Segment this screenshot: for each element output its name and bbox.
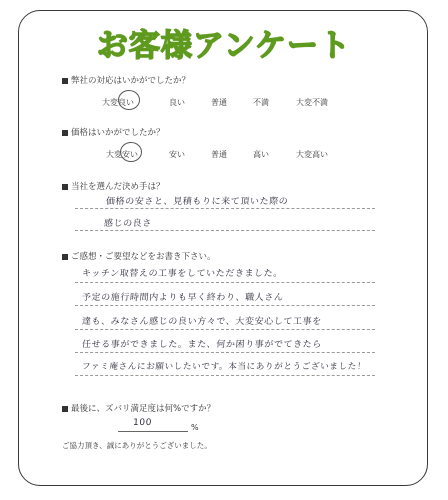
q5-answer: 100 <box>132 418 153 428</box>
q2-option-very-expensive[interactable]: 大変高い <box>296 150 328 159</box>
bullet-square-icon <box>62 254 68 260</box>
q4-intro: キッチン取替えの工事をしていただきました。 <box>81 269 284 279</box>
q2-selected-circle <box>120 142 142 162</box>
answer-rule <box>75 329 375 330</box>
q4-answer-line-3: 任せる事ができました。また、何か困り事がでてきたら <box>81 340 323 350</box>
question-3-label: 当社を選んだ決め手は？ <box>62 180 165 192</box>
q2-option-very-cheap[interactable]: 大変安い <box>106 150 138 159</box>
question-5-label: 最後に、ズバリ満足度は何%ですか？ <box>62 402 215 414</box>
bullet-square-icon <box>62 406 68 412</box>
q2-option-average[interactable]: 普通 <box>211 150 227 159</box>
answer-rule <box>75 230 375 231</box>
question-1-label: 弊社の対応はいかがでしたか？ <box>62 74 190 86</box>
bullet-square-icon <box>62 78 68 84</box>
q4-answer-line-4: ファミ庵さんにお願いしたいです。本当にありがとうございました！ <box>81 362 367 372</box>
q1-option-very-dissatisfied[interactable]: 大変不満 <box>296 98 328 107</box>
answer-rule <box>75 305 375 306</box>
answer-rule <box>75 208 375 209</box>
q1-option-dissatisfied[interactable]: 不満 <box>253 98 269 107</box>
bullet-square-icon <box>62 184 68 190</box>
answer-rule <box>75 352 375 353</box>
percent-input-line[interactable] <box>118 431 188 432</box>
q1-option-very-good[interactable]: 大変良い <box>102 98 134 107</box>
question-2-label: 価格はいかがでしたか？ <box>62 126 165 138</box>
footer-thanks: ご協力頂き、誠にありがとうございました。 <box>62 441 212 450</box>
answer-rule <box>75 282 375 283</box>
question-4-label: ご感想・ご要望などをお書き下さい。 <box>62 250 216 262</box>
q1-option-average[interactable]: 普通 <box>211 98 227 107</box>
q4-answer-line-2: 達も、みなさん感じの良い方々で、大変安心して工事を <box>81 317 323 327</box>
percent-unit: % <box>191 423 199 432</box>
q2-option-cheap[interactable]: 安い <box>169 150 185 159</box>
q3-answer-line-2: 感じの良さ <box>103 219 153 229</box>
survey-title: お客様アンケート <box>96 28 352 64</box>
answer-rule <box>75 375 375 376</box>
q3-answer-line-1: 価格の安さと、見積もりに来て頂いた際の <box>105 197 289 207</box>
q1-selected-circle <box>118 90 140 110</box>
bullet-square-icon <box>62 130 68 136</box>
q2-option-expensive[interactable]: 高い <box>253 150 269 159</box>
q1-option-good[interactable]: 良い <box>169 98 185 107</box>
q4-answer-line-1: 予定の施行時間内よりも早く終わり、職人さん <box>81 293 284 303</box>
